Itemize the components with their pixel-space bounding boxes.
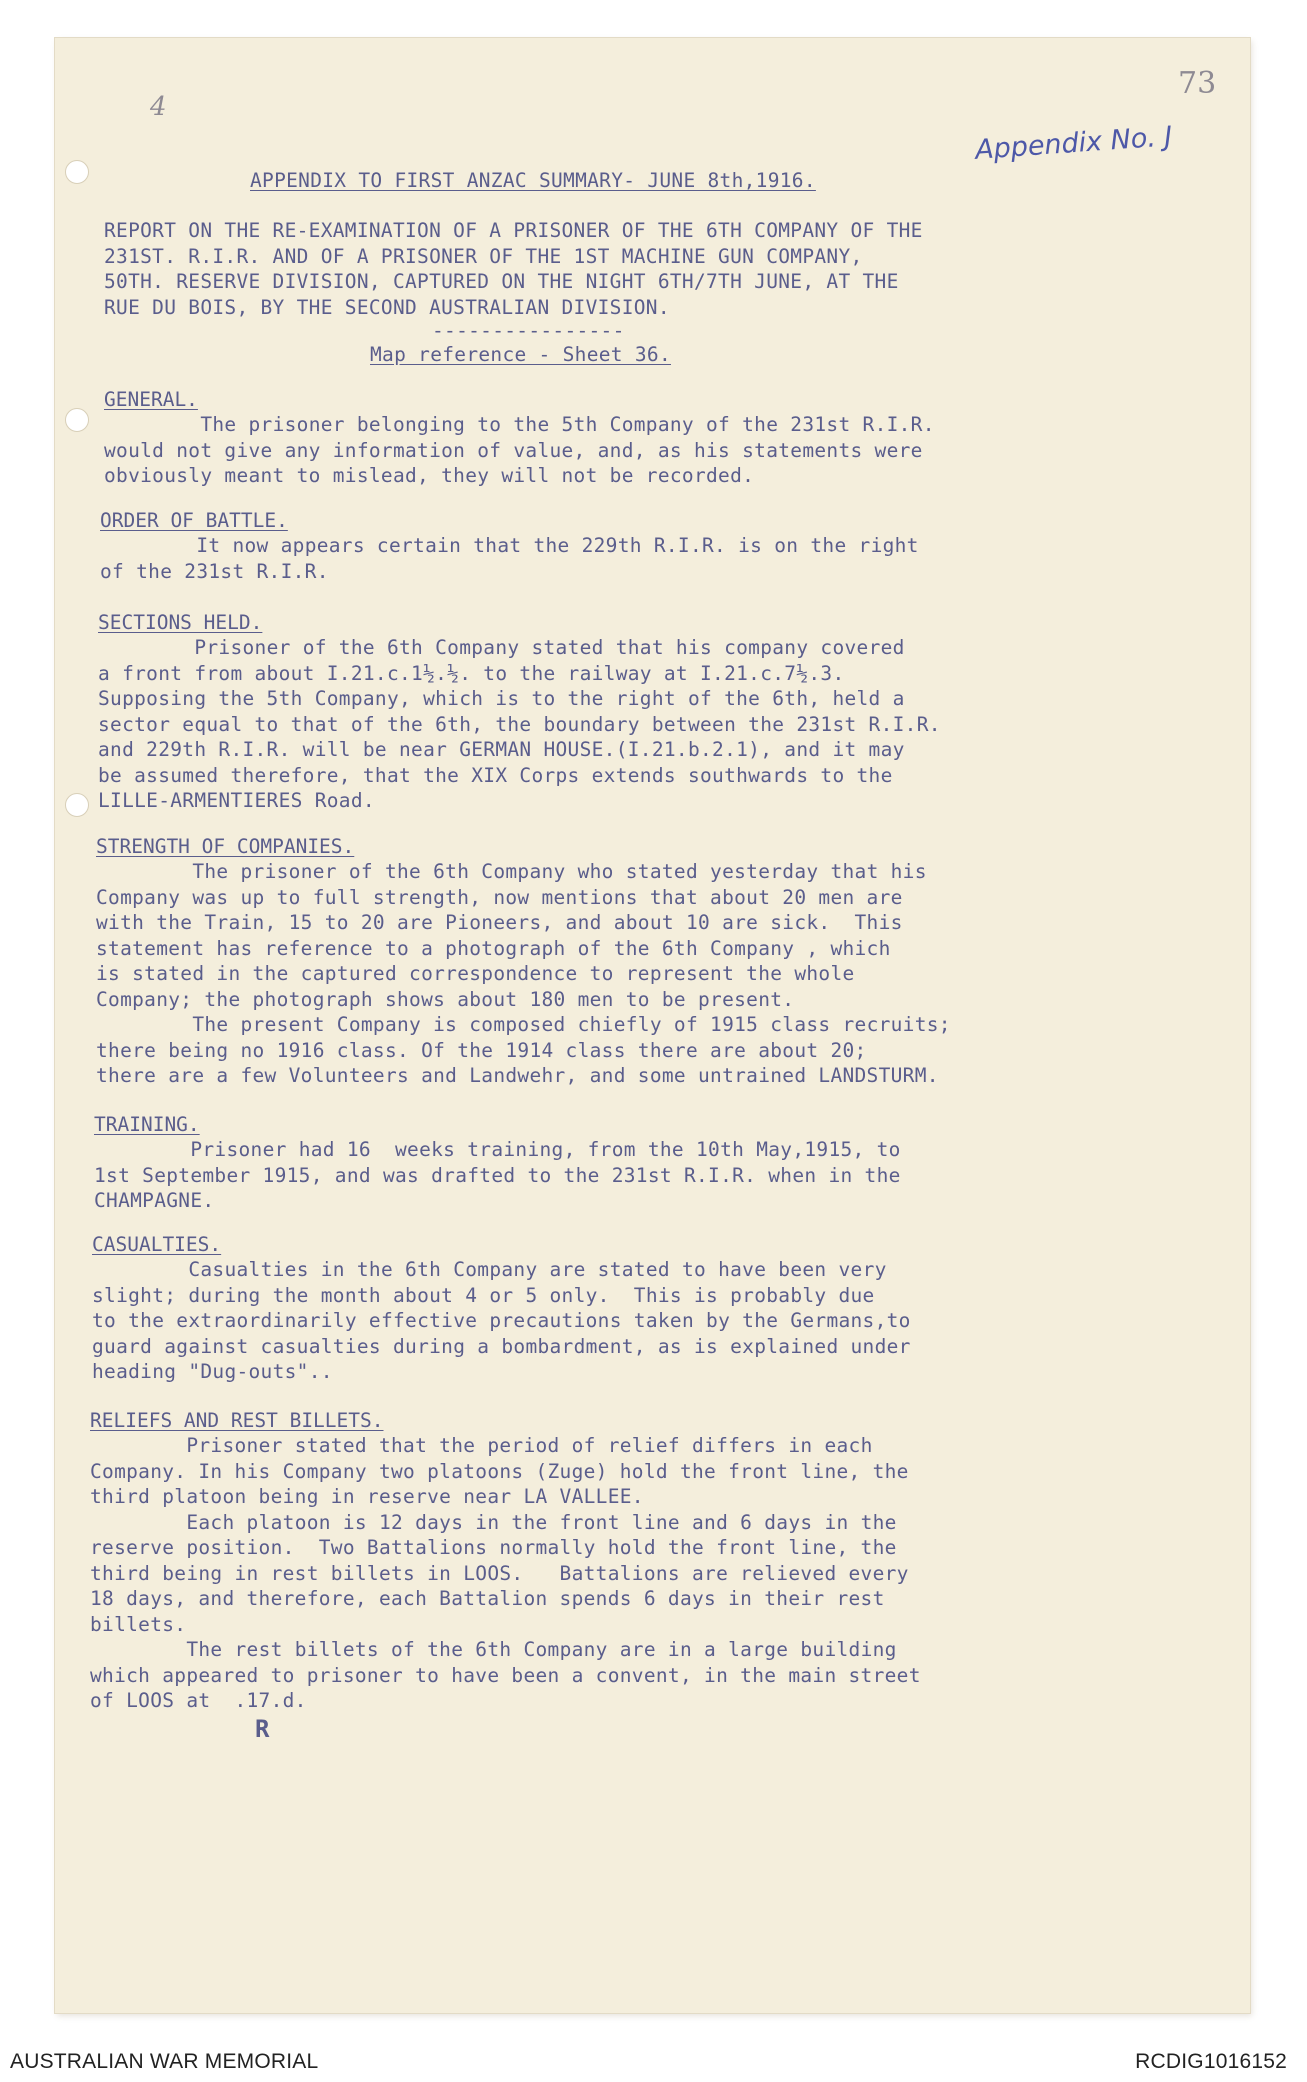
section-body-order-of-battle [100, 533, 919, 584]
paragraph: Prisoner had 16 weeks training, from the 10th May,1915, to 1st September 1915, and was drafted to the 231st R.I.R. when in the CHAMPAGNE. [94, 1138, 901, 1212]
report-heading-line: REPORT ON THE RE-EXAMINATION OF A PRISONER OF THE 6TH COMPANY OF THE [104, 219, 923, 242]
initial-mark: R [255, 1715, 270, 1743]
paragraph: The prisoner belonging to the 5th Company of the 231st R.I.R. would not give any information of value, and, as his statements were obviously meant to mislead, they will not be recorded. [104, 413, 935, 487]
paragraph: Casualties in the 6th Company are stated to have been very slight; during the month about 4 or 5 only. This is probably due to the extraordinarily effective precautions taken by the Germans,to guard against casualties during a bombardment, as is explained under heading "Dug-outs".. [92, 1258, 911, 1383]
separator-line: ---------------- [432, 319, 625, 342]
section-body-casualties [92, 1257, 911, 1385]
footer-record-id: RCDIG1016152 [1135, 2050, 1287, 2073]
punch-hole [65, 408, 89, 432]
footer-institution: AUSTRALIAN WAR MEMORIAL [10, 2050, 319, 2073]
section-heading-casualties: CASUALTIES. [92, 1233, 222, 1256]
section-body-training [94, 1137, 901, 1214]
punch-hole [65, 793, 89, 817]
section-heading-training: TRAINING. [94, 1113, 200, 1136]
page-title: APPENDIX TO FIRST ANZAC SUMMARY- JUNE 8th,1916. [250, 169, 816, 192]
paragraph: Prisoner of the 6th Company stated that his company covered a front from about I.21.c.1½.½. to the railway at I.21.c.7½.3. Supposing the 5th Company, which is to the right of the 6th, held a sector equal to that of the 6th, the boundary between the 231st R.I.R. and 229th R.I.R. will be near GERMAN HOUSE.(I.21.b.2.1), and it may be assumed therefore, that the XIX Corps extends southwards to the LILLE-ARMENTIERES Road. [98, 636, 941, 812]
section-heading-sections-held: SECTIONS HELD. [98, 611, 263, 634]
paragraph: Each platoon is 12 days in the front line and 6 days in the reserve position. Two Battalions normally hold the front line, the third being in rest billets in LOOS. Battalions are relieved every 18 days, and therefore, each Battalion spends 6 days in their rest billets. [90, 1510, 909, 1636]
section-body-strength [96, 859, 951, 1089]
section-heading-general: GENERAL. [104, 388, 198, 411]
report-heading [104, 218, 923, 320]
section-heading-order-of-battle: ORDER OF BATTLE. [100, 509, 288, 532]
paragraph: Prisoner stated that the period of relief differs in each Company. In his Company two platoons (Zuge) hold the front line, the third platoon being in reserve near LA VALLEE. [90, 1434, 909, 1508]
appendix-stamp: Appendix No. J [974, 121, 1174, 166]
report-heading-line: 231ST. R.I.R. AND OF A PRISONER OF THE 1ST MACHINE GUN COMPANY, [104, 244, 863, 268]
section-heading-strength: STRENGTH OF COMPANIES. [96, 835, 355, 858]
section-body-reliefs [90, 1433, 921, 1714]
paragraph: The rest billets of the 6th Company are in a large building which appeared to prisoner to have been a convent, in the main street of LOOS at .17.d. [90, 1638, 921, 1712]
report-heading-line: RUE DU BOIS, BY THE SECOND AUSTRALIAN DIVISION. [104, 295, 670, 319]
map-reference: Map reference - Sheet 36. [370, 343, 671, 366]
paragraph: The present Company is composed chiefly of 1915 class recruits; there being no 1916 class. Of the 1914 class there are about 20; there are a few Volunteers and Landwehr, and some untrained LANDSTURM. [96, 1013, 951, 1087]
report-heading-line: 50TH. RESERVE DIVISION, CAPTURED ON THE NIGHT 6TH/7TH JUNE, AT THE [104, 270, 899, 293]
paragraph: The prisoner of the 6th Company who stated yesterday that his Company was up to full strength, now mentions that about 20 men are with the Train, 15 to 20 are Pioneers, and about 10 are sick. This statement has reference to a photograph of the 6th Company , which is stated in the captured correspondence to represent the whole Company; the photograph shows about 180 men to be present. [96, 860, 927, 1011]
section-body-sections-held [98, 635, 941, 814]
section-body-general [104, 412, 935, 489]
paragraph: It now appears certain that the 229th R.I.R. is on the right of the 231st R.I.R. [100, 534, 919, 583]
folio-number: 73 [1178, 66, 1217, 101]
punch-hole [65, 160, 89, 184]
section-heading-reliefs: RELIEFS AND REST BILLETS. [90, 1409, 384, 1432]
pencil-mark: 4 [150, 92, 167, 122]
